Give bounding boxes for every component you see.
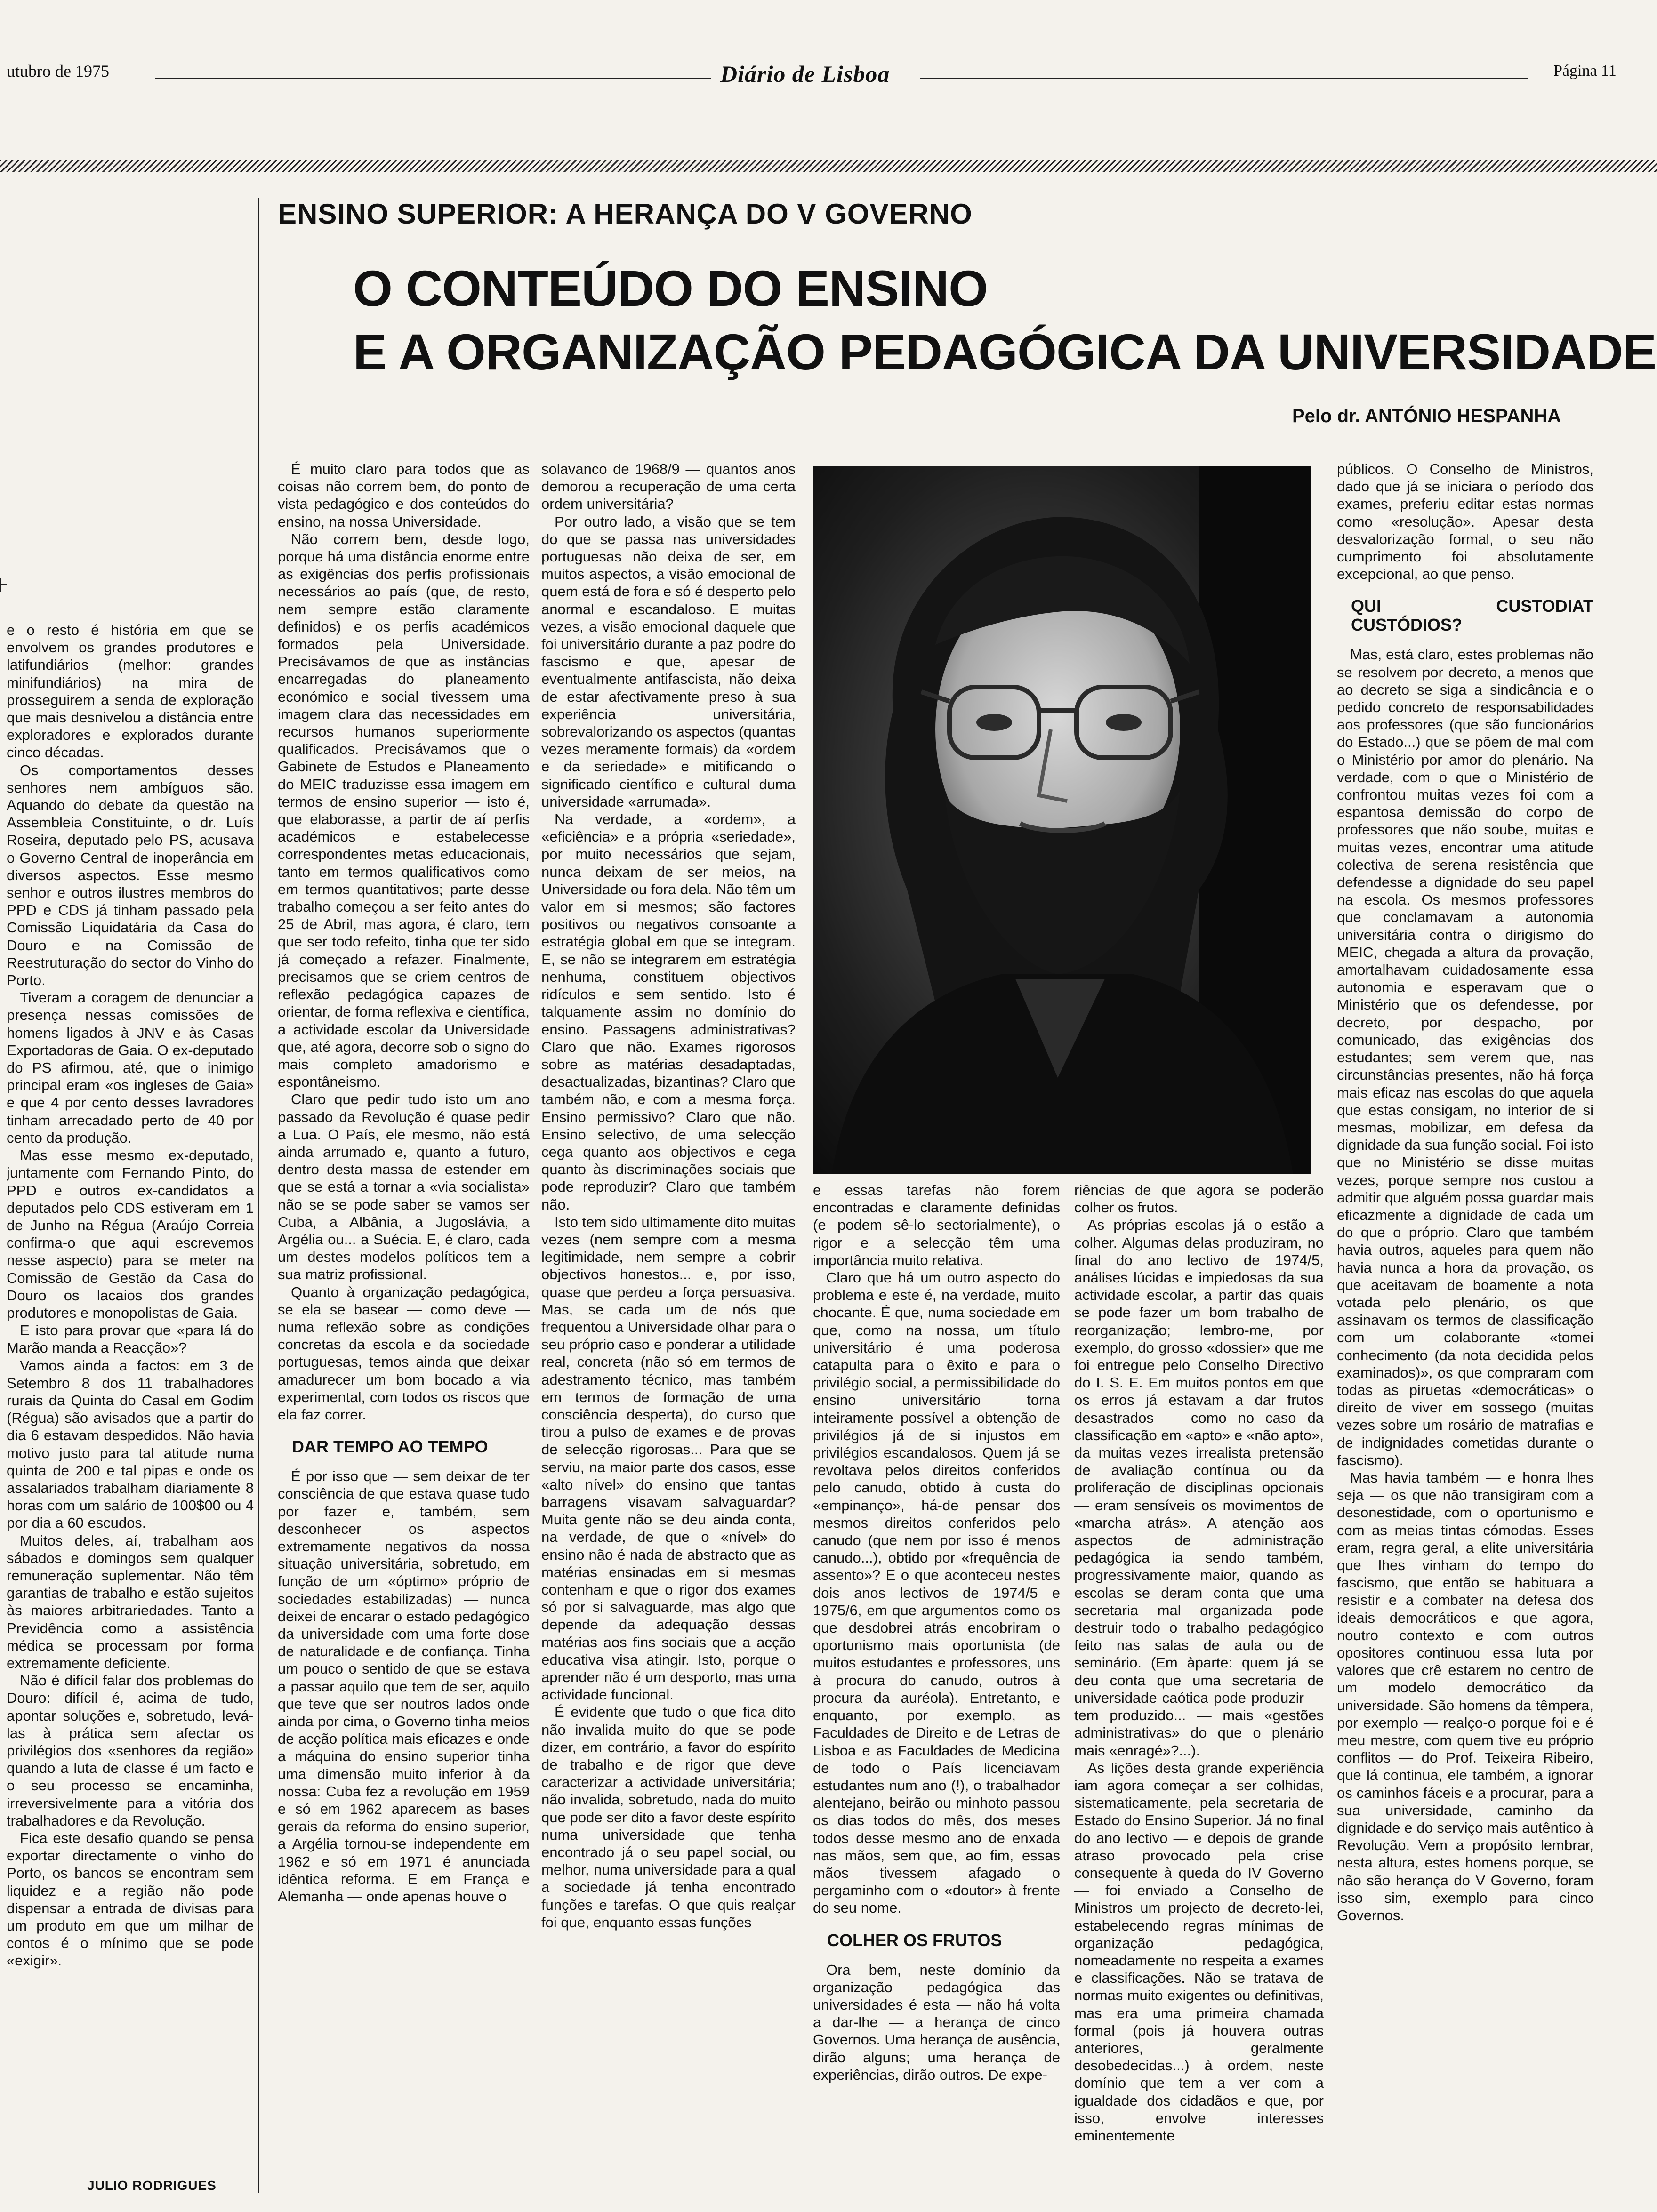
article-kicker: ENSINO SUPERIOR: A HERANÇA DO V GOVERNO — [278, 198, 973, 230]
subheading-colher-os-frutos: COLHER OS FRUTOS — [827, 1930, 1002, 1950]
left-paragraph: Não é difícil falar dos problemas do Douro: difícil é, acima de tudo, apontar soluções e, sobretudo, levá-las à prática sem afectar os privilégios dos «senhores da região» quando a luta de classe é um facto e o seu processo se encaminha, irreversivelmente para a vitória dos trabalhadores e da Revolução. — [7, 1672, 254, 1829]
left-paragraph: e o resto é história em que se envolvem os grandes produtores e latifundiários (melhor: grandes minifundiários) na mira de prosseguirem a senda de exploração que mais desnivelou a distância entre exploradores e explorados durante cinco décadas. — [7, 622, 254, 761]
author-portrait-photo — [813, 466, 1311, 1174]
paragraph: Quanto à organização pedagógica, se ela se basear — como deve — numa reflexão sobre as condições concretas da escola e da sociedade portuguesas, temos ainda que deixar amadurecer um bom bocado a via experimental, com todos os riscos que ela faz correr. — [278, 1283, 530, 1423]
headline-line-2: E A ORGANIZAÇÃO PEDAGÓGICA DA UNIVERSIDADE — [353, 323, 1657, 380]
paragraph: As lições desta grande experiência iam agora começar a ser colhidas, sistematicamente, pela secretaria de Estado do Ensino Superior. Já no final do ano lectivo — e depois de grande atraso provocado pela crise consequente à queda do IV Governo — foi enviado a Conselho de Ministros um projecto de decreto-lei, estabelecendo regras mínimas de organização pedagógica, nomeadamente no respeita a exames e classificações. Não se tratava de normas muito exigentes ou definitivas, mas era uma primeira chamada formal (pois já houvera outras anteriores, geralmente desobedecidas...) à ordem, neste domínio que tem a ver com a igualdade dos cidadãos e que, por isso, envolve interesses eminentemente — [1074, 1759, 1324, 2144]
left-paragraph: Os comportamentos desses senhores nem ambíguos são. Aquando do debate da questão na Assembleia Constituinte, o dr. Luís Roseira, deputado pelo PS, acusava o Governo Central de inoperância em diversos aspectos. Esse mesmo senhor e outros ilustres membros do PPD e CDS já tinham passado pela Comissão Liquidatária da Casa do Douro e na Comissão de Reestruturação do sector do Vinho do Porto. — [7, 761, 254, 989]
article-column-1 — [278, 460, 530, 2202]
paragraph: riências de que agora se poderão colher os frutos. — [1074, 1182, 1324, 1216]
paragraph: e essas tarefas não forem encontradas e claramente definidas (e podem sê-lo sectorialmente), o rigor e a selecção têm uma importância muito relativa. — [813, 1182, 1060, 1268]
paragraph: solavanco de 1968/9 — quantos anos demorou a recuperação de uma certa ordem universitária? — [541, 461, 796, 513]
article-column-5 — [1337, 460, 1593, 2202]
paragraph: Claro que há um outro aspecto do problema e este é, na verdade, muito chocante. É que, numa sociedade em que, como na nossa, um título universitário é uma poderosa catapulta para o êxito e para o privilégio social, a permissibilidade do ensino universitário torna inteiramente possível a obtenção de privilégios já de si injustos em privilégios escandalosos. Quem já se revoltava pelos direitos conferidos pelo canudo, obtido à custa do «empinanço», há-de pensar dos mesmos direitos conferidos pelo canudo (que nem por isso é menos canudo...), obtido por «frequência de assento»? E o que aconteceu nestes dois anos lectivos de 1974/5 e 1975/6, em que argumentos como os que desdobrei atrás encobriram o oportunismo mais oportunista (de muitos estudantes e professores, uns à procura do canudo, outros à procura da auréola). Entretanto, e enquanto, por exemplo, as Faculdades de Direito e de Letras de Lisboa e as Faculdades de Medicina de todo o País licenciavam estudantes num ano (!), o trabalhador alentejano, beirão ou minhoto passou os dias todos do mês, dos meses todos desse mesmo ano de enxada nas mãos, sem que, ao fim, essas mãos tivessem afagado o pergaminho com o «doutor» à frente do seu nome. — [813, 1269, 1060, 1916]
margin-mark — [0, 578, 1, 592]
article-headline — [353, 256, 1656, 384]
masthead-rule-right — [920, 78, 1528, 79]
left-paragraph: Muitos deles, aí, trabalham aos sábados e domingos sem qualquer remuneração suplementar. Não têm garantias de trabalho e estão sujeitos às maiores arbitrariedades. Tanto a Previdência como a assistência médica se processam por forma extremamente deficiente. — [7, 1532, 254, 1671]
article-column-2 — [541, 460, 796, 2202]
masthead-rule-left — [155, 78, 711, 79]
left-paragraph: Mas esse mesmo ex-deputado, juntamente com Fernando Pinto, do PPD e outros ex-candidatos a deputados pelo CDS estiveram em 1 de Junho na Régua (Araújo Correia confirma-o que aqui escrevemos nesse aspecto) para se meter na Comissão de Gestão da Casa do Douro os lacaios dos grandes produtores e monopolistas de Gaia. — [7, 1147, 254, 1321]
paragraph: É evidente que tudo o que fica dito não invalida muito do que se pode dizer, em contrário, a favor do espírito de trabalho e de rigor que deve caracterizar a actividade universitária; não invalida, sobretudo, nada do muito que pode ser dito a favor deste espírito numa universidade que tenha encontrado já o seu papel social, ou melhor, numa universidade para a qual a sociedade já tenha encontrado funções e tarefas. O que quis realçar foi que, enquanto essas funções — [541, 1704, 796, 1931]
paragraph: Mas havia também — e honra lhes seja — os que não transigiram com a desonestidade, com o oportunismo e com as meias tintas cómodas. Esses eram, regra geral, a elite universitária que lhes vinham do tempo do fascismo, que então se habituara a resistir e a combater na defesa dos ideais democráticos e que agora, noutro contexto e com outros opositores continuou essa luta por valores que crê estarem no centro de um modelo democrático da universidade. São homens da têmpera, por exemplo — realço-o porque foi e é meu mestre, com quem tive eu próprio conflitos — do Prof. Teixeira Ribeiro, que lá continua, ele também, a ignorar os caminhos fáceis e a procurar, para a sua universidade, caminho da dignidade e do serviço mais autêntico à Revolução. Vem a propósito lembrar, nesta altura, estes homens porque, se não são herança do V Governo, foram isso sim, exemplo para cinco Governos. — [1337, 1469, 1593, 1924]
column-rule — [258, 198, 259, 2193]
portrait-image — [813, 466, 1311, 1174]
left-paragraph: Vamos ainda a factos: em 3 de Setembro 8 dos 11 trabalhadores rurais da Quinta do Casal em Godim (Régua) são avisados que a partir do dia 6 estavam despedidos. Não havia motivo justo para tal atitude numa quinta de 200 e tal pipas e onde os assalariados trabalham diariamente 8 horas com um salário de 100$00 ou 4 por dia a 60 escudos. — [7, 1357, 254, 1531]
left-paragraph: Tiveram a coragem de denunciar a presença nessas comissões de homens ligados à JNV e às Casas Exportadoras de Gaia. O ex-deputado do PS afirmou, até, que o inimigo principal eram «os ingleses de Gaia» e que 4 por cento desses lavradores tinham arrecadado perto de 40 por cento da produção. — [7, 989, 254, 1146]
paragraph: Ora bem, neste domínio da organização pedagógica das universidades é esta — não há volta a dar-lhe — a herança de cinco Governos. Uma herança de ausência, dirão alguns; uma herança de experiências, dirão outros. De expe- — [813, 1961, 1060, 2083]
paragraph: Isto tem sido ultimamente dito muitas vezes (nem sempre com a mesma legitimidade, nem sempre a cobrir objectivos honestos... e, por isso, quase que perdeu a força persuasiva. Mas, se cada um de nós que frequentou a Universidade olhar para o seu próprio caso e ponderar a utilidade real, concreta (não só em termos de adestramento técnico, mas também em termos de formação de uma consciência desperta), do curso que tirou a pulso de exames e de provas de selecção rigorosas... Para que se serviu, na maior parte dos casos, esse «alto nível» do ensino que tantas barragens visavam salvaguardar? Muita gente não se deu ainda conta, na verdade, de que o «nível» do ensino não é nada de abstracto que as matérias ensinadas em si mesmas contenham e que o rigor dos exames só por si salvaguarde, mas algo que depende da adequação dessas matérias aos fins sociais que a acção educativa visa atingir. Isto, porque o aprender não é um desporto, mas uma actividade funcional. — [541, 1213, 796, 1703]
paragraph: Mas, está claro, estes problemas não se resolvem por decreto, a menos que ao decreto se siga a sindicância e o pedido concreto de responsabilidades aos professores (que são funcionários do Estado...) que se põem de mal com o Ministério por amor do plenário. Na verdade, com o que o Ministério de confrontou muitas vezes foi com a espantosa demissão do corpo de professores que não soube, muitas e muitas vezes, encontrar uma atitude colectiva de serena resistência que defendesse a dignidade do seu papel na escola. Os mesmos professores que conclamavam a autonomia universitária contra o dirigismo do MEIC, chegada a altura da provação, amortalhavam cuidadosamente essa autonomia e esperavam que o Ministério que os defendesse, por decreto, por despacho, por comunicado, das exigências dos estudantes; sem verem que, nas circunstâncias presentes, não há força mais eficaz nas escolas do que aquela que estas consigam, no interior de si mesmas, mobilizar, em defesa da dignidade da sua função social. Foi isto que no Ministério se disse muitas vezes, porque sempre nos custou a admitir que alguém possa guardar mais eficazmente a dignidade de cada um do que o próprio. Claro que também havia outros, aqueles para quem não havia nunca a hora da provação, os que aceitavam de boamente a nota votada pelo plenário, os que assinavam os termos de classificação com um colaborante «tomei conhecimento (da nota decidida pelos examinados)», os que compraram com todas as piruetas «democráticas» o direito de viver em sossego (muitas vezes sobre um rosário de matrafias e de indignidades cometidas durante o fascismo). — [1337, 646, 1593, 1468]
section-divider-band — [0, 160, 1657, 172]
article-byline: Pelo dr. ANTÓNIO HESPANHA — [1292, 406, 1561, 426]
article-column-4 — [1074, 1181, 1324, 2203]
subheading-qui-custodiat: QUI CUSTODIAT CUSTÓDIOS? — [1351, 596, 1593, 635]
paragraph: É muito claro para todos que as coisas não correm bem, do ponto de vista pedagógico e dos conteúdos do ensino, na nossa Universidade. — [278, 461, 530, 530]
article-column-3 — [813, 1181, 1060, 2203]
left-article-signature: JULIO RODRIGUES — [87, 2178, 217, 2193]
issue-date: utubro de 1975 — [7, 62, 109, 80]
headline-line-1: O CONTEÚDO DO ENSINO — [353, 260, 988, 317]
paragraph: Não correm bem, desde logo, porque há uma distância enorme entre as exigências dos perfis profissionais necessários ao país (que, de resto, nem sempre estão claramente definidos) e os perfis académicos formados pela Universidade. Precisávamos de que as instâncias encarregadas do planeamento económico e social tivessem uma imagem clara das necessidades em recursos humanos superiormente qualificados. Precisávamos que o Gabinete de Estudos e Planeamento do MEIC traduzisse essa imagem em termos de ensino superior — isto é, que elaborasse, a partir de aí perfis académicos e estabelecesse correspondentes metas educacionais, tanto em termos qualificativos como em termos quantitativos; parte desse trabalho começou a ser feito antes do 25 de Abril, mas agora, é claro, tem que ser todo refeito, tinha que ter sido já começado a refazer. Finalmente, precisamos que se criem centros de reflexão pedagógica capazes de orientar, de forma reflexiva e científica, a actividade escolar da Universidade que, até agora, decorre sob o signo do mais completo amadorismo e espontâneismo. — [278, 530, 530, 1090]
paragraph: É por isso que — sem deixar de ter consciência de que estava quase tudo por fazer e, também, sem desconhecer os aspectos extremamente negativos da nossa situação universitária, sobretudo, em função de um «óptimo» próprio de sociedades estabilizadas) — nunca deixei de encarar o estado pedagógico da universidade com uma forte dose de naturalidade e de confiança. Tinha um pouco o sentido de que se estava a passar aquilo que tem de ser, aquilo que teve que ser noutros lados onde ainda por cima, o Governo tinha meios de acção política mais eficazes e onde a máquina do ensino superior tinha uma dimensão muito inferior à da nossa: Cuba fez a revolução em 1959 e só em 1962 aparecem as bases gerais da reforma do ensino superior, a Argélia tornou-se independente em 1962 e só em 1971 é anunciada idêntica reforma. E em França e Alemanha — onde apenas houve o — [278, 1468, 530, 1905]
left-paragraph: Fica este desafio quando se pensa exportar directamente o vinho do Porto, os bancos se encontram sem liquidez e a região não pode dispensar a entrada de divisas para um produto em que um milhar de contos é o mínimo que se pode «exigir». — [7, 1830, 254, 1969]
left-article-column — [7, 621, 254, 2170]
paragraph: públicos. O Conselho de Ministros, dado que já se iniciara o período dos exames, preferiu editar estas normas como «resolução». Apesar desta desvalorização formal, o seu não cumprimento foi absolutamente excepcional, ao que penso. — [1337, 461, 1593, 583]
page-number: Página 11 — [1553, 62, 1617, 80]
paragraph: Por outro lado, a visão que se tem do que se passa nas universidades portuguesas não deixa de ser, em muitos aspectos, a visão emocional de quem está de fora e só é desperto pelo anormal e escandaloso. E muitas vezes, a visão emocional daquele que foi universitário durante a paz podre do fascismo e que, apesar de eventualmente antifascista, não deixa de estar afectivamente preso à sua experiência universitária, sobrevalorizando os aspectos (quantas vezes meramente formais) da «ordem e da seriedade» e mitificando o significado científico e cultural duma universidade «arrumada». — [541, 513, 796, 810]
subheading-dar-tempo: DAR TEMPO AO TEMPO — [292, 1437, 488, 1457]
paragraph: Claro que pedir tudo isto um ano passado da Revolução é quase pedir a Lua. O País, ele mesmo, não está ainda arrumado e, quanto a futuro, dentro desta massa de estender em que se está a tornar a «via socialista» não se se pode saber se vamos ser Cuba, a Albânia, a Jugoslávia, a Argélia ou... a Suécia. E, é claro, cada um destes modelos políticos tem a sua matriz profissional. — [278, 1091, 530, 1283]
left-paragraph: E isto para provar que «para lá do Marão manda a Reacção»? — [7, 1322, 254, 1356]
paragraph: As próprias escolas já o estão a colher. Algumas delas produziram, no final do ano lectivo de 1974/5, análises lúcidas e impiedosas da sua actividade escolar, a partir das quais se pode fazer um bom trabalho de reorganização; lembro-me, por exemplo, do grosso «dossier» que me foi entregue pelo Conselho Directivo do I. S. E. Em muitos pontos em que os erros já estavam a dar frutos desastrados — como no caso da classificação em «apto» e «não apto», da muitas vezes irrealista pretensão de avaliação contínua ou da proliferação de disciplinas opcionais — eram sensíveis os movimentos de «marcha atrás». A atenção aos aspectos de administração pedagógica ia sendo também, progressivamente maior, quando as escolas se deram conta que uma secretaria mal organizada pode destruir todo o trabalho pedagógico feito nas salas de aula ou de seminário. (Em àparte: quem já se deu conta que uma secretaria de universidade caótica pode produzir — tem produzido... — mais «gestões administrativas» do que o plenário mais «enragé»?...). — [1074, 1217, 1324, 1759]
paragraph: Na verdade, a «ordem», a «eficiência» e a própria «seriedade», por muito necessários que sejam, nunca deixam de ser meios, na Universidade ou fora dela. Não têm um valor em si mesmos; são factores positivos ou negativos consoante a estratégia global em que se integram. E, se não se integrarem em estratégia nenhuma, constituem objectivos ridículos e sem sentido. Isto é talquamente assim no domínio do ensino. Passagens administrativas? Claro que não. Exames rigorosos sobre as matérias desadaptadas, desactualizadas, bizantinas? Claro que também não, e com a mesma força. Ensino permissivo? Claro que não. Ensino selectivo, de uma selecção cega quanto aos objectivos e cega quanto às discriminações sociais que pode reproduzir? Claro que também não. — [541, 811, 796, 1213]
newspaper-title: Diário de Lisboa — [720, 61, 890, 87]
